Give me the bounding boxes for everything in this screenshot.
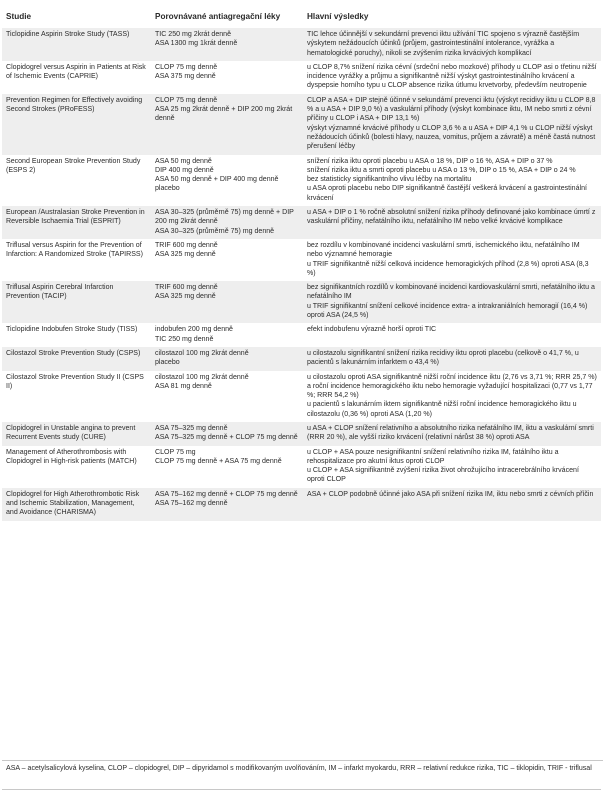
compared-drugs-cell: [151, 155, 303, 206]
result-text: CLOP a ASA + DIP stejně účinné v sekundární prevenci iktu (výskyt recidivy iktu u CLOP 8,8 % a u ASA + DIP 9,0 %) a vaskulární příhody (výskyt kombinace iktu, IM nebo smrti z cévní příčiny u CLOP i ASA + DIP 13,1 %): [307, 96, 596, 123]
drug-regimen: cilostazol 100 mg 2krát denně: [155, 373, 249, 381]
table-header-row: [2, 5, 601, 28]
study-name-cell: Management of Atherothrombosis with Clopidogrel in High-risk patients (MATCH): [2, 446, 151, 488]
compared-drugs-cell: [151, 422, 303, 446]
drug-regimen: ASA 30–325 (průměrně 75) mg denně + DIP 200 mg 2krát denně: [155, 209, 294, 226]
study-name-cell: Clopidogrel versus Aspirin in Patients at Risk of Ischemic Events (CAPRIE): [2, 61, 151, 94]
compared-drugs-cell: [151, 94, 303, 155]
result-text: bez rozdílu v kombinované incidenci vaskulární smrti, ischemického iktu, nefatálního IM nebo významné hemoragie: [307, 241, 580, 259]
compared-drugs-cell: [151, 347, 303, 371]
drug-regimen: ASA 325 mg denně: [155, 251, 216, 259]
drug-regimen: indobufen 200 mg denně: [155, 326, 233, 334]
result-text: u pacientů s lakunárním iktem signifikantně nižší roční incidence hemoragického iktu u cilostazolu (0,36 %) oproti ASA (1,20 %): [307, 401, 577, 418]
compared-drugs-cell: [151, 206, 303, 239]
main-results-cell: [303, 206, 601, 239]
drug-regimen: ASA 75–325 mg denně + CLOP 75 mg denně: [155, 434, 298, 442]
study-name-cell: Triflusal versus Aspirin for the Prevention of Infarction: A Randomized Stroke (TAPIRSS): [2, 239, 151, 281]
drug-regimen: TIC 250 mg 2krát denně: [155, 31, 231, 38]
drug-regimen: ASA 75–162 mg denně + CLOP 75 mg denně: [155, 490, 298, 498]
main-results-cell: [303, 61, 601, 94]
compared-drugs-cell: [151, 488, 303, 521]
result-text: snížení rizika iktu a smrti oproti placebu u ASA o 13 %, DIP o 15 %, ASA + DIP o 24 %: [307, 166, 576, 174]
main-results-cell: [303, 94, 601, 155]
main-results-cell: [303, 155, 601, 206]
compared-drugs-cell: [151, 61, 303, 94]
result-text: u ASA + DIP o 1 % ročně absolutní snížení rizika příhody definované jako kombinace úmrtí z vaskulární příčiny, nefatálního iktu, nefatálního IM nebo velké krvácivé komplikace: [307, 209, 596, 226]
drug-regimen: CLOP 75 mg denně: [155, 96, 218, 104]
table-row: [2, 28, 601, 61]
table-row: [2, 239, 601, 281]
table-row: [2, 281, 601, 323]
drug-regimen: TIC 250 mg denně: [155, 335, 214, 343]
result-text: snížení rizika iktu oproti placebu u ASA o 18 %, DIP o 16 %, ASA + DIP o 37 %: [307, 157, 553, 165]
study-name-cell: Clopidogrel for High Atherothrombotic Risk and Ischemic Stabilization, Management, and Avoidance (CHARISMA): [2, 488, 151, 521]
study-name-cell: Ticlopidine Aspirin Stroke Study (TASS): [2, 28, 151, 61]
table-row: [2, 323, 601, 347]
result-text: efekt indobufenu výrazně horší oproti TIC: [307, 326, 437, 334]
result-text: u CLOP + ASA signifikantně zvýšení rizika život ohrožujícího intracerebrálního krvácení oproti CLOP: [307, 467, 579, 484]
result-text: u cilostazolu oproti ASA signifikantně nižší roční incidence iktu (2,76 vs 3,71 %; RRR 25,7 %) a roční incidence hemoragického iktu nebo hemoragie vyžadující hospitalizaci (0,77 vs 1,77 %; RRR 54,2 %): [307, 373, 597, 400]
drug-regimen: cilostazol 100 mg 2krát denně: [155, 349, 249, 357]
main-results-cell: [303, 28, 601, 61]
drug-regimen: ASA 81 mg denně: [155, 382, 212, 390]
table-bottom-rule: [2, 789, 601, 790]
result-text: bez statisticky signifikantního vlivu léčby na mortalitu: [307, 176, 472, 184]
study-name-cell: Second European Stroke Prevention Study (ESPS 2): [2, 155, 151, 206]
table-row: [2, 94, 601, 155]
compared-drugs-cell: [151, 446, 303, 488]
drug-regimen: ASA 75–325 mg denně: [155, 424, 228, 432]
drug-regimen: ASA 50 mg denně: [155, 157, 212, 165]
drug-regimen: CLOP 75 mg denně: [155, 63, 218, 71]
table-row: [2, 422, 601, 446]
result-text: u cilostazolu signifikantní snížení rizika recidivy iktu oproti placebu (celkově o 41,7 %, u pacientů s lakunárním infarktem o 43,4 %): [307, 349, 579, 367]
study-name-cell: Ticlopidine Indobufen Stroke Study (TISS): [2, 323, 151, 347]
result-text: u CLOP + ASA pouze nesignifikantní snížení relativního rizika IM, fatálního iktu a rehospitalizace pro akutní iktus oproti CLOP: [307, 448, 559, 465]
drug-regimen: ASA 375 mg denně: [155, 73, 216, 81]
table-row: [2, 155, 601, 206]
drug-regimen: TRIF 600 mg denně: [155, 241, 218, 249]
compared-drugs-cell: [151, 28, 303, 61]
table-row: [2, 61, 601, 94]
table-row: [2, 371, 601, 422]
result-text: výskyt významné krvácivé příhody u CLOP 3,6 % a u ASA + DIP 4,1 % u CLOP nižší výskyt nežádoucích účinků (bolesti hlavy, nauzea, vomitus, průjem a závratě) a méně častá nutnost přerušení léčby: [307, 124, 596, 151]
drug-regimen: ASA 25 mg 2krát denně + DIP 200 mg 2krát denně: [155, 106, 293, 123]
compared-drugs-cell: [151, 239, 303, 281]
result-text: u ASA + CLOP snížení relativního a absolutního rizika nefatálního IM, iktu a vaskulární smrti (RRR 20 %), ale vyšší riziko krvácení (relativní nárůst 38 %) oproti ASA: [307, 424, 594, 442]
drug-regimen: TRIF 600 mg denně: [155, 284, 218, 292]
drug-regimen: placebo: [155, 185, 180, 193]
study-name-cell: Prevention Regimen for Effectively avoiding Second Strokes (PRoFESS): [2, 94, 151, 155]
compared-drugs-cell: [151, 371, 303, 422]
result-text: u TRIF signifikantně nižší celková incidence hemoragických příhod (2,8 %) oproti ASA (8,3 %): [307, 260, 589, 277]
drug-regimen: DIP 400 mg denně: [155, 166, 214, 174]
main-results-cell: [303, 488, 601, 521]
study-name-cell: Clopidogrel in Unstable angina to prevent Recurrent Events study (CURE): [2, 422, 151, 446]
table-body: [2, 28, 601, 521]
drug-regimen: CLOP 75 mg: [155, 448, 196, 456]
drug-regimen: ASA 75–162 mg denně: [155, 500, 228, 508]
table-footnote: ASA – acetylsalicylová kyselina, CLOP – clopidogrel, DIP – dipyridamol s modifikovaným uvolňováním, IM – infarkt myokardu, RRR – relativní redukce rizika, TIC – tiklopidin, TRIF - triflusal: [2, 760, 603, 777]
header-results: Hlavní výsledky: [303, 5, 601, 28]
result-text: u TRIF signifikantní snížení celkové incidence extra- a intrakraniálních hemoragií (16,4 %) oproti ASA (24,5 %): [307, 302, 588, 320]
drug-regimen: ASA 1300 mg 1krát denně: [155, 40, 238, 48]
table-row: [2, 488, 601, 521]
drug-regimen: placebo: [155, 359, 180, 367]
result-text: u ASA oproti placebu nebo DIP signifikantně častější veškerá krvácení a gastrointestinální krvácení: [307, 185, 587, 202]
study-name-cell: Cilostazol Stroke Prevention Study (CSPS): [2, 347, 151, 371]
drug-regimen: CLOP 75 mg denně + ASA 75 mg denně: [155, 457, 282, 465]
drug-regimen: ASA 50 mg denně + DIP 400 mg denně: [155, 176, 279, 184]
main-results-cell: [303, 371, 601, 422]
study-name-cell: Triflusal Aspirin Cerebral Infarction Prevention (TACIP): [2, 281, 151, 323]
main-results-cell: [303, 446, 601, 488]
antiplatelet-studies-table: [2, 5, 601, 521]
result-text: u CLOP 8,7% snížení rizika cévní (srdeční nebo mozkové) příhody u CLOP asi o třetinu nižší incidence vyrážky a průjmu a signifikantně nižší výskyt gastrointestinálního krvácení a dyspepsie horního typu u CLOP absence rizika útlumu krvetvorby, především neutropenie: [307, 63, 597, 90]
compared-drugs-cell: [151, 323, 303, 347]
main-results-cell: [303, 239, 601, 281]
main-results-cell: [303, 422, 601, 446]
main-results-cell: [303, 347, 601, 371]
result-text: TIC lehce účinnější v sekundární prevenci iktu užívání TIC spojeno s výrazně častějším výskytem nežádoucích účinků (průjem, gastrointestinální intolerance, vyrážka a hematologické poruchy), nikoli se zvýšením rizika krvácivých komplikací: [307, 31, 580, 57]
table-row: [2, 347, 601, 371]
main-results-cell: [303, 281, 601, 323]
main-results-cell: [303, 323, 601, 347]
compared-drugs-cell: [151, 281, 303, 323]
table-row: [2, 206, 601, 239]
result-text: bez signifikantních rozdílů v kombinované incidenci kardiovaskulární smrti, nefatálního iktu a nefatálního IM: [307, 284, 595, 301]
result-text: ASA + CLOP podobně účinné jako ASA při snížení rizika IM, iktu nebo smrti z cévních příčin: [307, 490, 594, 498]
table-row: [2, 446, 601, 488]
drug-regimen: ASA 30–325 (průměrně 75) mg denně: [155, 227, 275, 235]
study-name-cell: European /Australasian Stroke Prevention in Reversible Ischaemia Trial (ESPRIT): [2, 206, 151, 239]
header-drugs: Porovnávané antiagregační léky: [151, 5, 303, 28]
study-name-cell: Cilostazol Stroke Prevention Study II (CSPS II): [2, 371, 151, 422]
drug-regimen: ASA 325 mg denně: [155, 293, 216, 301]
header-study: Studie: [2, 5, 151, 28]
